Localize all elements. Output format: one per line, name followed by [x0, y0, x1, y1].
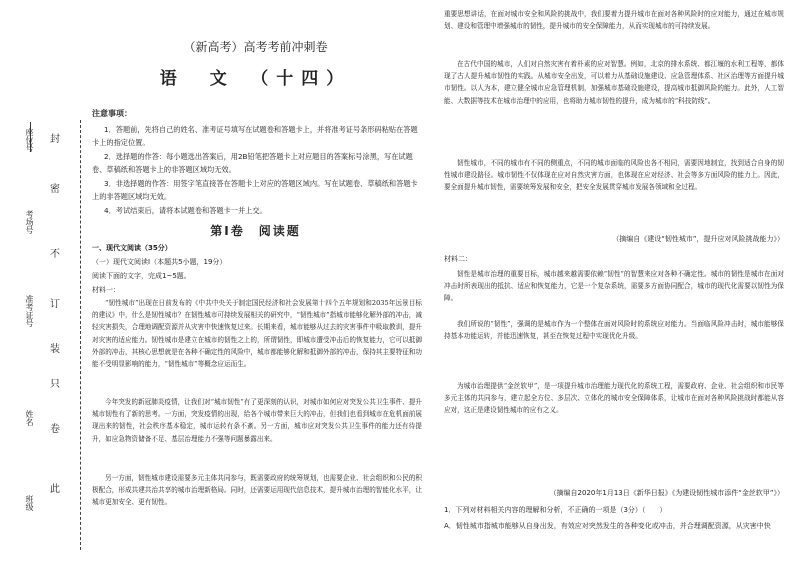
source-citation-2: （摘编自2020年1月13日《新华日报》《为建设韧性城市添件“金丝软甲”》）: [549, 489, 784, 497]
note-item: 2．选择题的作答：每小题选出答案后，用2B铅笔把答题卡上对应题目的答案标号涂黑，写在试题卷、草稿纸和答题卡上的非答题区域均无效。: [92, 152, 413, 174]
seal-char: 卷: [50, 424, 60, 435]
question-option-a: A．韧性城市指城市能够从自身出发，有效应对突然发生的各种变化或冲击，并合理调配资源，从灾害中快: [444, 522, 771, 530]
passage-paragraph: 为城市治理提供“金丝软甲”，是一项提升城市治理能力现代化的系统工程，需要政府、企业、社会组织和市民等多元主体的共同参与，建立起全方位、多层次、立体化的城市安全保障体系，让城市在面对各种风险挑战时都能从容应对，这正是建设韧性城市的应有之义。: [444, 382, 784, 415]
passage-paragraph: 在古代中国的城市，人们对自然灾害有着朴素的应对智慧。例如，北京的排水系统、都江堰的水利工程等，都体现了古人提升城市韧性的实践。从城市安全出发，可以着力从基础设施建设、应急管理体系、社区治理等方面提升城市韧性。以人为本，建立健全城市应急管理机制，加强城市基础设施建设，提高城市抵御风险的能力。此外，人工智能、大数据等技术在城市治理中的应用，也将助力城市韧性的提升，成为城市的“科技防线”。: [444, 60, 784, 105]
seat-number-line: [30, 122, 31, 152]
seal-char: 不: [50, 249, 60, 260]
source-citation-1: （摘编自《建设“韧性城市”，提升应对风险挑战能力》）: [612, 235, 784, 243]
passage-paragraph: 另一方面，韧性城市建设需要多元主体共同参与，既需要政府的统筹规划，也需要企业、社会组织和公民的积极配合，形成共建共治共享的城市治理新格局。同时，还需要运用现代信息技术，提升城市治理的智能化水平，让城市更加安全、更有韧性。: [92, 474, 422, 507]
sub-heading: （一）现代文阅读Ⅰ（本题共5小题，19分）: [92, 258, 227, 266]
name-label: 姓名: [25, 410, 34, 426]
note-item: 1．答题前，先将自己的姓名、准考证号填写在试题卷和答题卡上，并将准考证号条形码粘贴在答题卡上的指定位置。: [92, 125, 418, 147]
binding-dashed-line: [80, 120, 81, 550]
material-one-label: 材料一：: [92, 286, 120, 294]
seal-char: 封: [50, 134, 60, 145]
note-item: 3．非选择题的作答：用签字笔直接答在答题卡上对应的答题区域内。写在试题卷、草稿纸和答题卡上的非答题区域均无效。: [92, 179, 418, 201]
passage-paragraph: 韧性是城市治理的重要目标，城市越来越需要依赖“韧性”的智慧来应对各种不确定性。城市的韧性是城市在面对冲击时所表现出的抵抗、适应和恢复能力，它是一个复杂系统，需要多方面协同配合，城市的现代化需要以韧性为保障。: [444, 270, 784, 303]
seal-char: 装: [50, 344, 60, 355]
exam-room-label: 考场号: [25, 210, 34, 234]
passage-paragraph: 韧性城市，不同的城市有不同的侧重点，不同的城市面临的风险也各不相同，需要因地制宜，找到适合自身的韧性城市建设路径。城市韧性不仅体现在应对自然灾害方面，也体现在应对经济、社会等多方面风险的能力上。因此，要全面提升城市韧性，需要统筹发展和安全，把安全发展贯穿城市发展各领域和全过程。: [444, 159, 784, 192]
passage-paragraph: 重要思想讲话，在面对城市安全和风险的挑战中，我们要着力提升城市在面对各种风险时的应对能力，通过在城市规划、建设和管理中增强城市的韧性，提升城市的安全保障能力，从而实现城市的可持续发展。: [444, 10, 784, 31]
section-heading: 第Ⅰ卷 阅读题: [210, 224, 301, 238]
instruction: 阅读下面的文字，完成1~5题。: [92, 272, 191, 280]
candidate-number-label: 准考证号: [25, 295, 34, 327]
seal-char: 此: [50, 484, 60, 495]
passage-paragraph: 今年突发的新冠肺炎疫情，让我们对“城市韧性”有了更深刻的认识，对城市如何应对突发公共卫生事件、提升城市韧性有了新的思考。一方面，突发疫情的出现，给各个城市带来巨大的冲击，但我们也看到城市在危机面前展现出来的韧性，社会秩序基本稳定，城市运转有条不紊。另一方面，城市应对突发公共卫生事件的能力还有待提升，如应急物资储备不足、基层治理能力不强等问题暴露出来。: [92, 398, 422, 443]
passage-paragraph: “韧性城市”出现在日前发布的《中共中央关于制定国民经济和社会发展第十四个五年规划和2035年远景目标的建议》中，什么是韧性城市？在韧性城市可持续发展相关的研究中，“韧性城市”指城市能够化解外部的冲击，减轻灾害损失，合理地调配资源并从灾害中快速恢复过来。长期来看，城市能够从过去的灾害事件中吸取教训，提升对灾害的适应能力。韧性城市是建立在城市的韧性之上的，所谓韧性，即城市遭受冲击后的恢复能力，它可以抵御外部的冲击，其核心思想就是在各种不确定性的风险中，城市都能够化解和抵御外部的冲击，保持其主要特征和功能不受明显影响的能力，“韧性城市”等概念应运而生。: [92, 299, 422, 369]
seal-char: 密: [50, 184, 60, 195]
passage-paragraph: 我们所说的“韧性”，强调的是城市作为一个整体在面对风险时的系统应对能力。当面临风险冲击时，城市能够保持基本功能运转，并能迅速恢复，甚至在恢复过程中实现优化升级。: [444, 320, 784, 341]
seal-char: 只: [50, 379, 60, 390]
exam-subtitle: （新高考）高考考前冲刺卷: [183, 40, 328, 54]
material-two-label: 材料二：: [444, 255, 472, 263]
seat-number-label: 座位号: [25, 128, 34, 152]
exam-title: 语 文 （十四）: [159, 69, 352, 89]
notes-heading: 注意事项：: [92, 109, 132, 118]
binding-margin: [0, 0, 80, 562]
note-item: 4．考试结束后，请将本试题卷和答题卡一并上交。: [104, 206, 267, 215]
part-heading: 一、现代文阅读（35分）: [92, 244, 172, 252]
seal-char: 订: [50, 299, 60, 310]
class-label: 班级: [25, 495, 34, 511]
question-stem: 1．下列对材料相关内容的理解和分析，不正确的一项是（3分）（ ）: [444, 506, 667, 514]
